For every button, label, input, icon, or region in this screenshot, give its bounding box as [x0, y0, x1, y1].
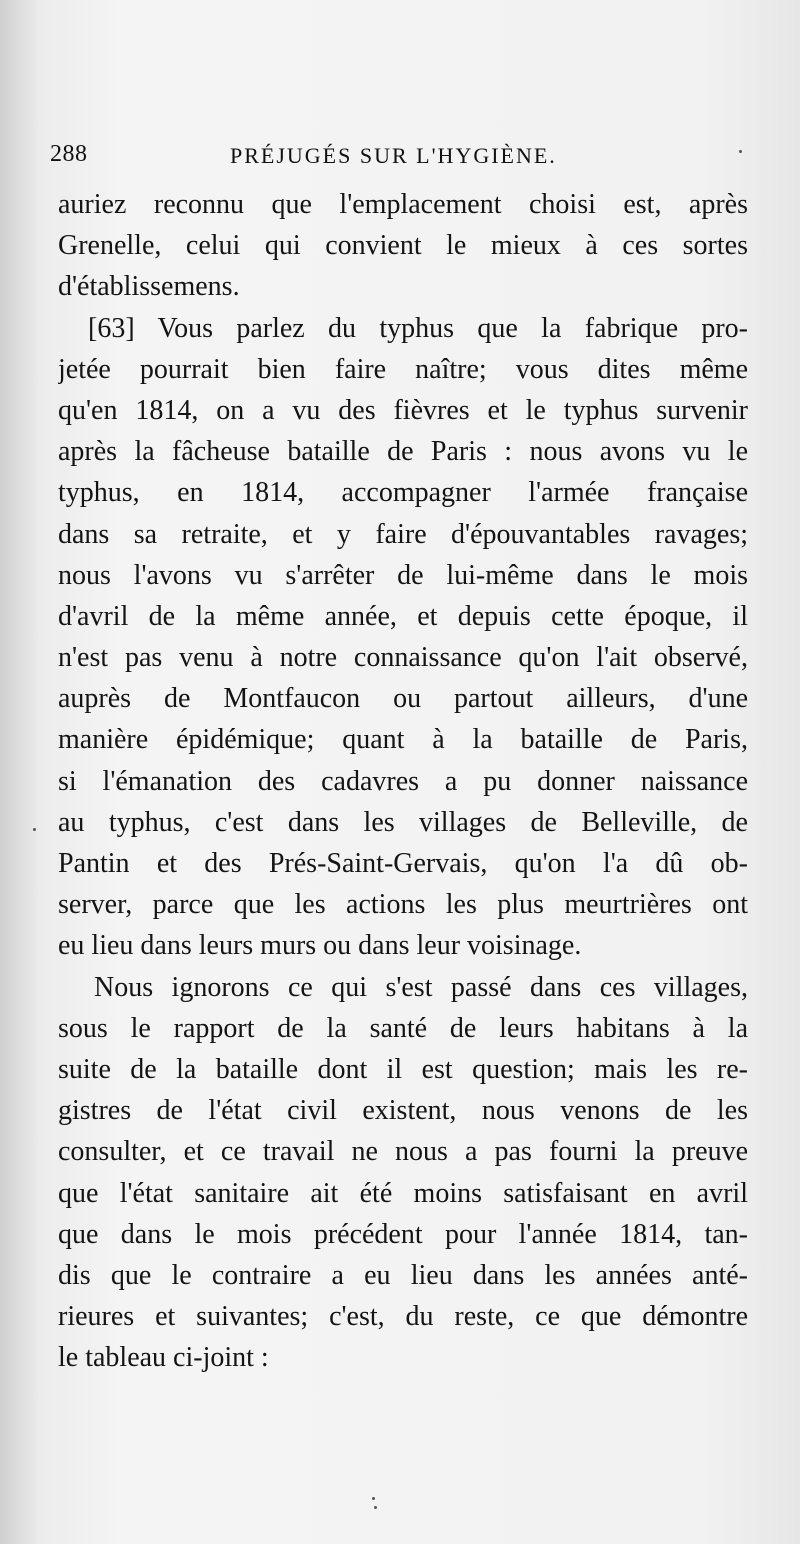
text-line: [63] Vous parlez du typhus que la fabrique pro-: [88, 312, 748, 344]
text-line: n'est pas venu à notre connaissance qu'on l'ait observé,: [58, 642, 748, 674]
text-line: Pantin et des Prés-Saint-Gervais, qu'on l'a dû ob-: [58, 848, 748, 879]
text-line: suite de la bataille dont il est question; mais les re-: [58, 1053, 748, 1085]
paper-speck: [739, 150, 742, 153]
text-line: auriez reconnu que l'emplacement choisi est, après: [58, 189, 748, 220]
text-line: dis que le contraire a eu lieu dans les années anté-: [58, 1259, 748, 1291]
text-line: que l'état sanitaire ait été moins satisfaisant en avril: [58, 1177, 748, 1209]
text-line: qu'en 1814, on a vu des fièvres et le typhus survenir: [58, 394, 748, 426]
paper-speck: [33, 828, 36, 831]
text-line: auprès de Montfaucon ou partout ailleurs, d'une: [58, 683, 748, 715]
paper-speck: [372, 1497, 375, 1500]
text-line: server, parce que les actions les plus meurtrières ont: [58, 889, 748, 921]
text-line: eu lieu dans leurs murs ou dans leur voisinage.: [58, 930, 582, 962]
text-line: manière épidémique; quant à la bataille de Paris,: [58, 724, 748, 756]
text-line: dans sa retraite, et y faire d'épouvantables ravages;: [58, 518, 748, 550]
text-line: sous le rapport de la santé de leurs habitans à la: [58, 1012, 748, 1044]
text-line: consulter, et ce travail ne nous a pas fourni la preuve: [58, 1136, 748, 1168]
text-line: rieures et suivantes; c'est, du reste, ce que démontre: [58, 1301, 748, 1333]
text-line: typhus, en 1814, accompagner l'armée française: [58, 477, 748, 509]
text-line: d'avril de la même année, et depuis cette époque, il: [58, 600, 748, 632]
text-line: d'établissemens.: [58, 271, 240, 303]
running-title: PRÉJUGÉS SUR L'HYGIÈNE.: [230, 143, 557, 168]
text-line: Grenelle, celui qui convient le mieux à ces sortes: [58, 230, 748, 262]
text-line: le tableau ci-joint :: [58, 1342, 269, 1374]
text-line: au typhus, c'est dans les villages de Belleville, de: [58, 806, 748, 838]
body-text: [58, 184, 748, 1378]
text-line: gistres de l'état civil existent, nous venons de les: [58, 1095, 748, 1127]
paper-speck: [374, 1506, 377, 1509]
page-header: [40, 135, 760, 175]
text-line: nous l'avons vu s'arrêter de lui-même dans le mois: [58, 559, 748, 591]
text-line: si l'émanation des cadavres a pu donner naissance: [58, 765, 748, 797]
page-number: 288: [50, 141, 88, 167]
text-line: Nous ignorons ce qui s'est passé dans ces villages,: [94, 971, 748, 1003]
text-line: jetée pourrait bien faire naître; vous dites même: [58, 353, 748, 385]
text-line: après la fâcheuse bataille de Paris : nous avons vu le: [58, 436, 748, 468]
text-line: que dans le mois précédent pour l'année 1814, tan-: [58, 1218, 748, 1250]
